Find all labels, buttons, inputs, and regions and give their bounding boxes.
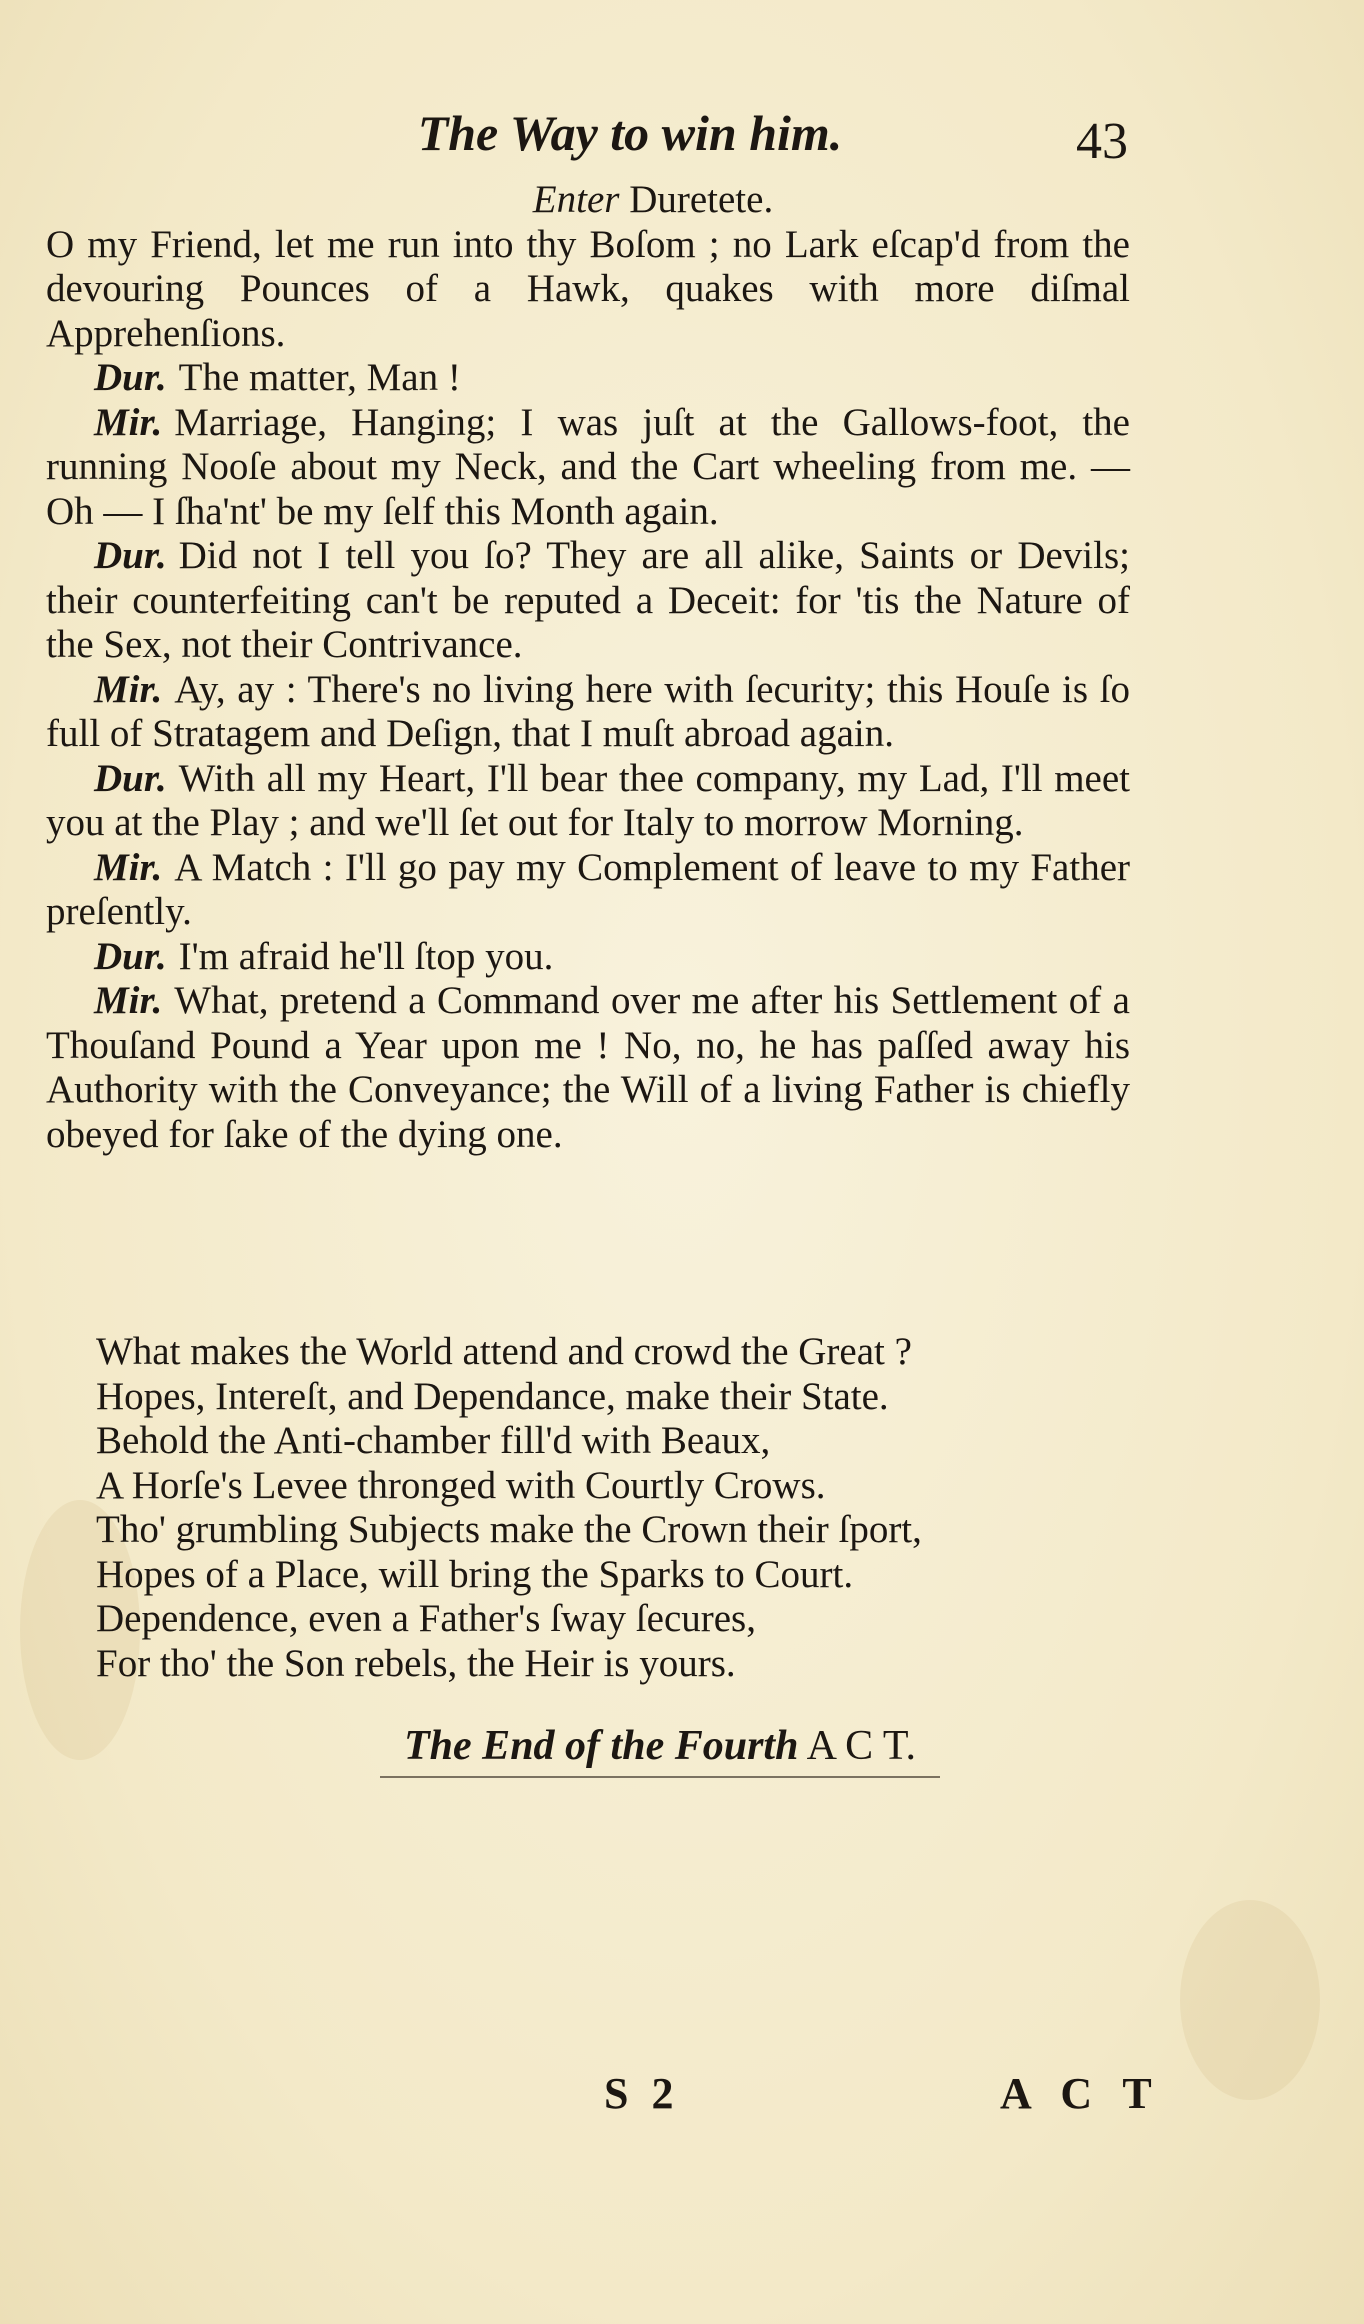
speech-text: O my Friend, let me run into thy Boſom ; no Lark eſcap'd from the devouring Pounces of a Hawk, quakes with more diſmal Apprehenſions. — [46, 222, 1130, 355]
stage-direction — [176, 178, 1130, 223]
speech — [46, 534, 1130, 668]
running-title: The Way to win him. — [417, 105, 843, 161]
signature-mark: S 2 — [604, 2069, 680, 2118]
verse-line: Behold the Anti-chamber fill'd with Beaux, — [96, 1419, 771, 1462]
speech-text: Did not I tell you ſo? They are all alike, Saints or Devils; their counterfeiting can't be reputed a Deceit: for 'tis the Nature of the Sex, not their Contrivance. — [46, 534, 1130, 666]
act-end-rule — [380, 1776, 940, 1778]
speech — [46, 979, 1130, 1157]
speech-text: Ay, ay : There's no living here with ſecurity; this Houſe is ſo full of Stratagem and Deſign, that I muſt abroad again. — [46, 667, 1130, 755]
speaker-name: Dur. — [94, 356, 167, 399]
speaker-name: Mir. — [94, 979, 163, 1022]
verse-line: Tho' grumbling Subjects make the Crown their ſport, — [96, 1508, 922, 1551]
verse-line: Dependence, even a Father's ſway ſecures, — [96, 1597, 756, 1640]
speech — [46, 356, 1130, 401]
speech-text: Marriage, Hanging; I was juſt at the Gallows-foot, the running Nooſe about my Neck, and the Cart wheeling from me. — Oh — I ſha'nt' be my ſelf this Month again. — [46, 400, 1130, 533]
verse-line: Hopes, Intereſt, and Dependance, make their State. — [96, 1374, 889, 1418]
verse-line: What makes the World attend and crowd the Great ? — [96, 1330, 912, 1373]
speech-text: What, pretend a Command over me after his Settlement of a Thouſand Pound a Year upon me ! No, no, he has paſſed away his Authority with the Conveyance; the Will of a living Father is chiefly obeyed for ſake of the dying one. — [46, 979, 1130, 1156]
page-number: 43 — [1076, 113, 1128, 170]
speech — [46, 401, 1130, 535]
act-end-heading — [310, 1722, 1010, 1778]
stage-character: Duretete. — [629, 178, 774, 221]
speaker-name: Dur. — [94, 934, 167, 978]
stage-enter: Enter — [532, 178, 620, 221]
speaker-name: Mir. — [94, 400, 163, 444]
verse-line: Hopes of a Place, will bring the Sparks to Court. — [96, 1552, 854, 1596]
speech-text: A Match : I'll go pay my Complement of leave to my Father preſently. — [46, 845, 1130, 933]
speech — [46, 846, 1130, 935]
speaker-name: Mir. — [94, 667, 163, 711]
speech-text: With all my Heart, I'll bear thee company, my Lad, I'll meet you at the Play ; and we'll ſet out for Italy to morrow Morning. — [46, 756, 1130, 844]
act-end-italic: The End of the Fourth — [404, 1723, 799, 1769]
catchword: A C T — [1000, 2069, 1162, 2118]
text-body — [46, 178, 1130, 1157]
speech-text: I'm afraid he'll ſtop you. — [178, 934, 554, 978]
verse-line: A Horſe's Levee thronged with Courtly Crows. — [96, 1463, 826, 1507]
speaker-name: Mir. — [94, 845, 163, 889]
speech — [46, 668, 1130, 757]
paper-stain — [1180, 1900, 1320, 2100]
verse-line: For tho' the Son rebels, the Heir is yours. — [96, 1641, 736, 1685]
speech-text: The matter, Man ! — [178, 356, 461, 399]
speaker-name: Dur. — [94, 534, 167, 577]
speech — [46, 223, 1130, 357]
act-end-roman: A C T. — [806, 1723, 916, 1769]
song-verse — [96, 1330, 1096, 1686]
speech — [46, 757, 1130, 846]
speech — [46, 935, 1130, 980]
speaker-name: Dur. — [94, 756, 167, 800]
